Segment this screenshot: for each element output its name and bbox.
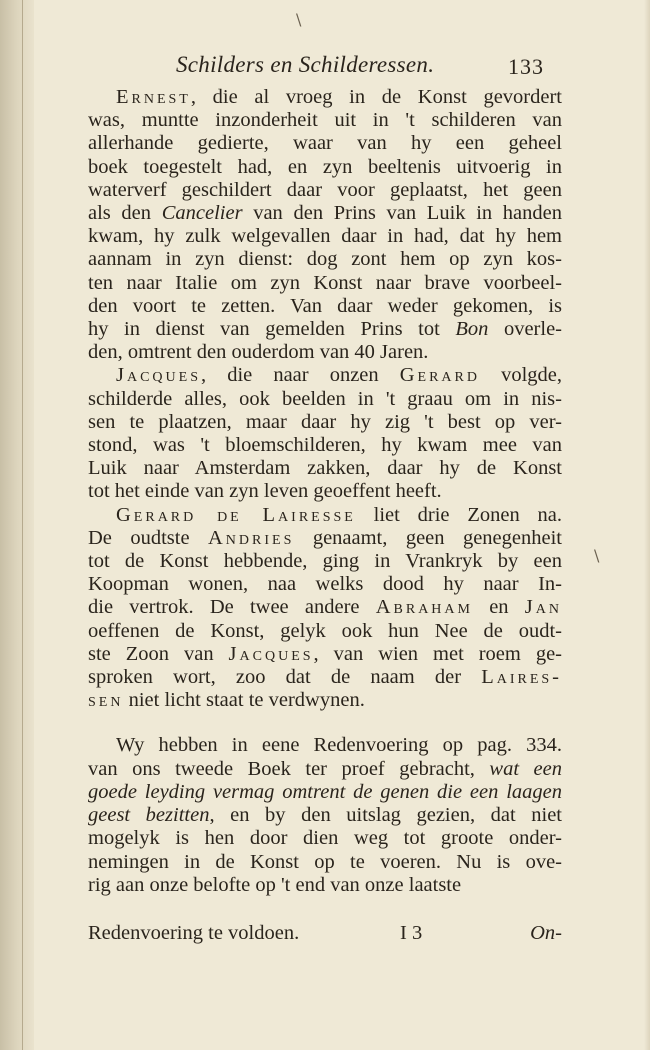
text-line — [88, 318, 562, 341]
text-line — [88, 827, 562, 850]
text-line — [88, 734, 562, 757]
text-run: sen te plaatzen, maar daar hy zig 't best op ver- — [88, 410, 562, 433]
text-run: sproken wort, zoo dat de naam der — [88, 666, 482, 689]
text-run: ten naar Italie om zyn Konst naar brave voorbeel- — [88, 271, 562, 294]
text-line — [88, 781, 562, 804]
text-run: allerhande gedierte, waar van hy een geheel — [88, 132, 562, 155]
running-head: Schilders en Schilderessen. — [176, 52, 435, 77]
text-line — [88, 295, 562, 318]
text-line — [88, 156, 562, 179]
text-line — [88, 758, 562, 781]
italic-phrase: Cancelier — [161, 202, 243, 225]
text-run: en — [472, 596, 525, 619]
text-run: was, muntte inzonderheit uit in 't schilderen van — [88, 109, 562, 132]
text-run: tot de Konst hebbende, ging in Vrankryk by een — [88, 550, 562, 573]
text-line — [88, 411, 562, 434]
paragraph — [88, 734, 562, 896]
text-line — [88, 874, 562, 897]
text-line — [88, 272, 562, 295]
page-text — [88, 86, 562, 897]
text-run: den, omtrent den ouderdom van 40 Jaren. — [88, 341, 429, 364]
text-line — [88, 109, 562, 132]
paragraph — [88, 364, 562, 503]
text-run: overle- — [488, 318, 563, 341]
text-run: De oudtste — [88, 526, 208, 549]
text-line — [88, 804, 562, 827]
text-line — [88, 364, 562, 387]
paragraph-gap — [88, 712, 562, 734]
book-spine-gutter — [0, 0, 34, 1050]
paragraph — [88, 86, 562, 364]
text-run: rig aan onze belofte op 't end van onze laatste — [88, 873, 462, 896]
text-run: Koopman wonen, naa welks dood hy naar In- — [88, 573, 562, 596]
page-number: 133 — [508, 54, 544, 79]
page-footer — [88, 922, 562, 950]
small-caps-name: Ernest — [116, 86, 191, 108]
final-text-line: Redenvoering te voldoen. — [88, 922, 300, 944]
catchword: On- — [530, 922, 562, 944]
text-run: genaamt, geen genegenheit — [294, 526, 562, 549]
text-line — [88, 666, 562, 689]
text-run: , van wien met roem ge- — [313, 642, 562, 665]
small-caps-name: Jan — [524, 596, 562, 619]
small-caps-name: Abraham — [375, 596, 473, 619]
text-line — [88, 132, 562, 155]
text-run: schilderde alles, ook beelden in 't graau om in nis- — [88, 387, 562, 410]
text-run: niet licht staat te verdwynen. — [123, 689, 365, 712]
italic-phrase: goede leyding vermag omtrent de genen die een laagen — [88, 780, 562, 803]
text-line — [88, 480, 562, 503]
small-caps-name: Gerard de Lairesse — [116, 503, 356, 526]
paragraph — [88, 504, 562, 713]
text-line — [88, 248, 562, 271]
text-line — [88, 388, 562, 411]
page-edge — [644, 0, 650, 1050]
text-line — [88, 596, 562, 619]
text-line — [88, 643, 562, 666]
paper-speck: \ — [296, 10, 302, 29]
italic-phrase: Bon — [455, 318, 489, 341]
text-run: , en by den uitslag gezien, dat niet — [209, 804, 563, 827]
gutter-line — [22, 0, 23, 1050]
text-run: Luik naar Amsterdam zakken, daar hy de Konst — [88, 457, 562, 480]
text-line — [88, 527, 562, 550]
page-header — [0, 52, 650, 86]
small-caps-name: Jacques — [116, 364, 201, 387]
small-caps-name: Laires- — [481, 666, 562, 689]
text-line — [88, 550, 562, 573]
text-run: ste Zoon van — [88, 642, 229, 665]
text-run: , die naar onzen — [201, 364, 400, 387]
signature-mark: I 3 — [400, 922, 423, 944]
small-caps-name: sen — [88, 689, 124, 712]
text-run: die vertrok. De twee andere — [88, 596, 376, 619]
text-line — [88, 573, 562, 596]
text-run: liet drie Zonen na. — [355, 503, 562, 526]
text-run: , die al vroeg in de Konst gevordert — [190, 86, 562, 108]
small-caps-name: Jacques — [228, 642, 314, 665]
text-line — [88, 179, 562, 202]
text-line — [88, 457, 562, 480]
text-line — [88, 225, 562, 248]
text-line — [88, 434, 562, 457]
text-line — [88, 86, 562, 109]
text-run: boek toegestelt had, en zyn beeltenis uitvoerig in — [88, 155, 562, 178]
paper-speck: \ — [594, 546, 600, 565]
text-run: nemingen in de Konst op te voeren. Nu is ove- — [88, 850, 562, 873]
text-run: hy in dienst van gemelden Prins tot — [88, 318, 456, 341]
text-run: Wy hebben in eene Redenvoering op pag. 334. — [116, 734, 562, 757]
text-run: mogelyk is hen door dien weg tot groote onder- — [88, 827, 562, 850]
text-line — [88, 504, 562, 527]
italic-phrase: geest bezitten — [88, 804, 210, 827]
small-caps-name: Gerard — [399, 364, 480, 387]
text-run: als den — [88, 202, 162, 225]
text-line — [88, 202, 562, 225]
text-run: stond, was 't bloemschilderen, hy kwam mee van — [88, 434, 562, 457]
text-run: van ons tweede Boek ter proef gebracht, — [88, 757, 490, 780]
small-caps-name: Andries — [208, 526, 295, 549]
text-run: aannam in zyn dienst: dog zont hem op zyn kos- — [88, 248, 562, 271]
text-run: kwam, hy zulk welgevallen daar in had, dat hy hem — [88, 225, 562, 248]
text-line — [88, 689, 562, 712]
text-line — [88, 341, 562, 364]
text-run: tot het einde van zyn leven geoeffent heeft. — [88, 480, 442, 503]
text-run: van den Prins van Luik in handen — [242, 202, 562, 225]
italic-phrase: wat een — [489, 757, 562, 780]
text-line — [88, 620, 562, 643]
text-run: volgde, — [479, 364, 562, 387]
text-run: waterverf geschildert daar voor geplaatst, het geen — [88, 178, 562, 201]
text-line — [88, 851, 562, 874]
text-run: den voort te zetten. Van daar weder gekomen, is — [88, 294, 562, 317]
text-run: oeffenen de Konst, gelyk ook hun Nee de oudt- — [88, 619, 562, 642]
